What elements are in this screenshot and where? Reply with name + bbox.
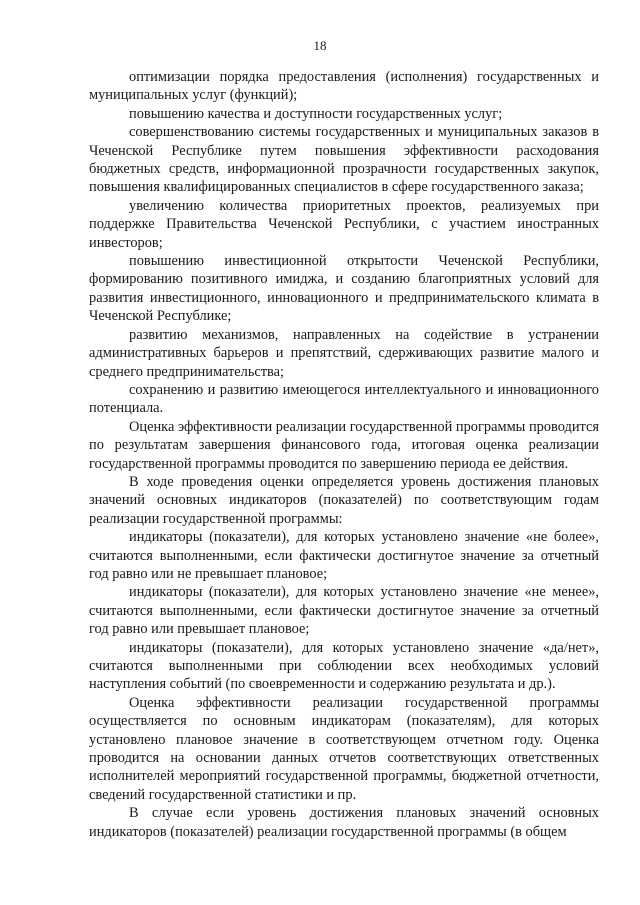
paragraph: повышению качества и доступности государственных услуг;	[129, 105, 503, 122]
paragraph: В ходе проведения оценки определяется уровень достижения плановых значений основных индикаторов (показателей) по соответствующим годам реализации государственной программы:	[89, 473, 599, 527]
paragraph: индикаторы (показатели), для которых установлено значение «не более», считаются выполненными, если фактически достигнутое значение за отчетный год равно или не превышает плановое;	[89, 529, 599, 582]
paragraph: увеличению количества приоритетных проектов, реализуемых при поддержке Правительства Чеченской Республики, с участием иностранных инвесторов;	[89, 197, 599, 251]
document-body	[89, 68, 599, 841]
paragraph: развитию механизмов, направленных на содействие в устранении административных барьеров и препятствий, сдерживающих развитие малого и среднего предпринимательства;	[89, 326, 599, 380]
paragraph: сохранению и развитию имеющегося интеллектуального и инновационного потенциала.	[89, 381, 599, 417]
paragraph: совершенствованию системы государственных и муниципальных заказов в Чеченской Республике путем повышения эффективности расходования бюджетных средств, информационной прозрачности государственных закупок, повышения квалифицированных специалистов в сфере государственного заказа;	[89, 124, 599, 196]
paragraph: В случае если уровень достижения плановых значений основных индикаторов (показателей) реализации государственной программы (в общем	[89, 805, 599, 840]
paragraph: оптимизации порядка предоставления (исполнения) государственных и муниципальных услуг (функций);	[89, 69, 599, 104]
paragraph: Оценка эффективности реализации государственной программы проводится по результатам завершения финансового года, итоговая оценка реализации государственной программы проводится по завершению периода ее действия.	[89, 418, 600, 472]
paragraph: индикаторы (показатели), для которых установлено значение «да/нет», считаются выполненными при соблюдении всех необходимых условий наступления событий (по своевременности и содержанию результата и др.).	[89, 639, 599, 693]
paragraph: индикаторы (показатели), для которых установлено значение «не менее», считаются выполненными, если фактически достигнутое значение за отчетный год равно или превышает плановое;	[89, 584, 599, 638]
paragraph: повышению инвестиционной открытости Чеченской Республики, формированию позитивного имиджа, и созданию благоприятных условий для развития инвестиционного, инновационного и предпринимательского климата в Чеченской Республике;	[89, 253, 599, 325]
page-number: 18	[313, 38, 327, 53]
paragraph: Оценка эффективности реализации государственной программы осуществляется по основным индикаторам (показателям), для которых установлено плановое значение в соответствующем отчетном году. Оценка проводится на основании данных отчетов соответствующих ответственных исполнителей мероприятий государственной программы, бюджетной отчетности, сведений государственной статистики и пр.	[89, 694, 599, 803]
